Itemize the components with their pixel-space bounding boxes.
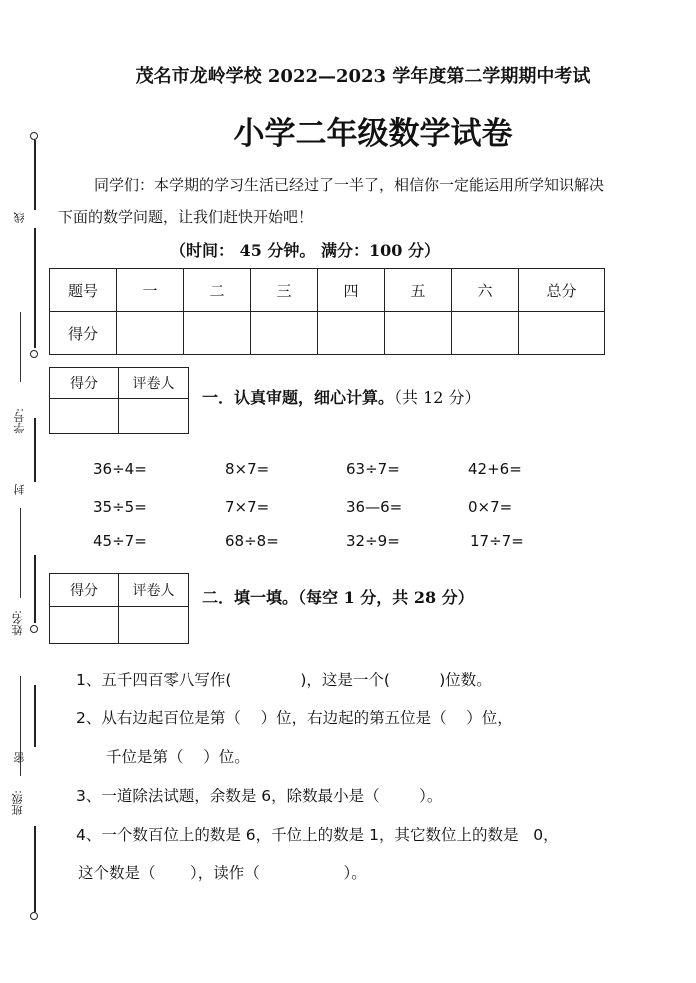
score-cell[interactable] xyxy=(251,312,318,355)
calc-item: 36÷4= xyxy=(93,460,147,478)
calc-item: 35÷5= xyxy=(93,498,147,516)
margin-line-label: 线 xyxy=(13,212,26,223)
score-cell[interactable] xyxy=(117,312,184,355)
grader-box-section1 xyxy=(49,367,189,434)
binding-line xyxy=(34,685,36,747)
score-table-score-row xyxy=(50,312,605,355)
grader-name-label: 评卷人 xyxy=(119,574,189,607)
binding-line xyxy=(34,555,36,623)
question-2-line2: 千位是第（ ）位。 xyxy=(106,748,250,766)
grader-score-cell[interactable] xyxy=(50,399,119,434)
binding-dot xyxy=(30,350,38,358)
intro-line-2: 下面的数学问题，让我们赶快开始吧！ xyxy=(58,208,314,226)
section1-points: （共 12 分） xyxy=(394,388,481,407)
question-1: 1、五千四百零八写作( )，这是一个( )位数。 xyxy=(76,671,492,689)
paper-title: 小学二年级数学试卷 xyxy=(233,116,513,152)
score-cell[interactable] xyxy=(452,312,519,355)
time-and-score-info: （时间： 45 分钟。 满分：100 分） xyxy=(170,241,440,260)
calc-item: 42+6= xyxy=(468,460,522,478)
score-row-label: 得分 xyxy=(50,312,117,355)
score-cell[interactable] xyxy=(184,312,251,355)
question-4-line2: 这个数是（ ），读作（ ）。 xyxy=(78,864,367,882)
section2-points: （每空 1 分，共 28 分） xyxy=(298,588,474,607)
score-cell[interactable] xyxy=(318,312,385,355)
calc-item: 36—6= xyxy=(346,498,403,516)
grader-score-label: 得分 xyxy=(50,368,119,399)
name-blank-line xyxy=(20,312,21,382)
section2-title: 二．填一填。 xyxy=(202,588,299,607)
grader-name-cell[interactable] xyxy=(119,399,189,434)
binding-line xyxy=(34,228,36,348)
header-cell-6: 六 xyxy=(452,269,519,312)
score-table-header-row xyxy=(50,269,605,312)
binding-line xyxy=(34,826,36,912)
grader-name-label: 评卷人 xyxy=(119,368,189,399)
margin-dense-label: 密 xyxy=(13,752,26,763)
question-2-line1: 2、从右边起百位是第（ ）位，右边起的第五位是（ ）位， xyxy=(76,709,513,727)
header-cell-1: 一 xyxy=(117,269,184,312)
margin-class-label: 班级: xyxy=(11,790,24,816)
question-4-line1: 4、一个数百位上的数是 6，千位上的数是 1，其它数位上的数是 0， xyxy=(76,826,559,844)
calc-item: 32÷9= xyxy=(346,532,400,550)
section2-heading xyxy=(202,585,474,608)
calc-item: 63÷7= xyxy=(346,460,400,478)
header-cell-4: 四 xyxy=(318,269,385,312)
binding-dot xyxy=(30,625,38,633)
school-exam-title: 茂名市龙岭学校 2022—2023 学年度第二学期期中考试 xyxy=(135,66,591,87)
score-cell[interactable] xyxy=(385,312,452,355)
calc-item: 7×7= xyxy=(225,498,270,516)
header-cell-question-number: 题号 xyxy=(50,269,117,312)
score-cell-total[interactable] xyxy=(519,312,605,355)
calc-item: 17÷7= xyxy=(470,532,524,550)
margin-number-label: 学号: xyxy=(13,408,26,434)
calc-item: 68÷8= xyxy=(225,532,279,550)
intro-line-1: 同学们：本学期的学习生活已经过了一半了，相信你一定能运用所学知识解决 xyxy=(94,176,605,194)
header-cell-2: 二 xyxy=(184,269,251,312)
calc-item: 8×7= xyxy=(225,460,270,478)
section1-heading xyxy=(202,385,481,408)
header-cell-5: 五 xyxy=(385,269,452,312)
calc-item: 0×7= xyxy=(468,498,513,516)
grader-box-section2 xyxy=(49,573,189,644)
header-cell-3: 三 xyxy=(251,269,318,312)
section1-title: 一．认真审题，细心计算。 xyxy=(202,388,395,407)
calc-item: 45÷7= xyxy=(93,532,147,550)
question-3: 3、一道除法试题，余数是 6，除数最小是（ ）。 xyxy=(76,787,443,805)
binding-line xyxy=(34,418,36,482)
score-table xyxy=(49,268,605,355)
grader-score-cell[interactable] xyxy=(50,607,119,644)
name-blank-line xyxy=(20,508,21,598)
header-cell-total: 总分 xyxy=(519,269,605,312)
grader-name-cell[interactable] xyxy=(119,607,189,644)
grader-score-label: 得分 xyxy=(50,574,119,607)
margin-name-label: 姓名: xyxy=(11,610,24,636)
margin-seal-label: 封 xyxy=(13,484,26,495)
binding-dot xyxy=(30,912,38,920)
